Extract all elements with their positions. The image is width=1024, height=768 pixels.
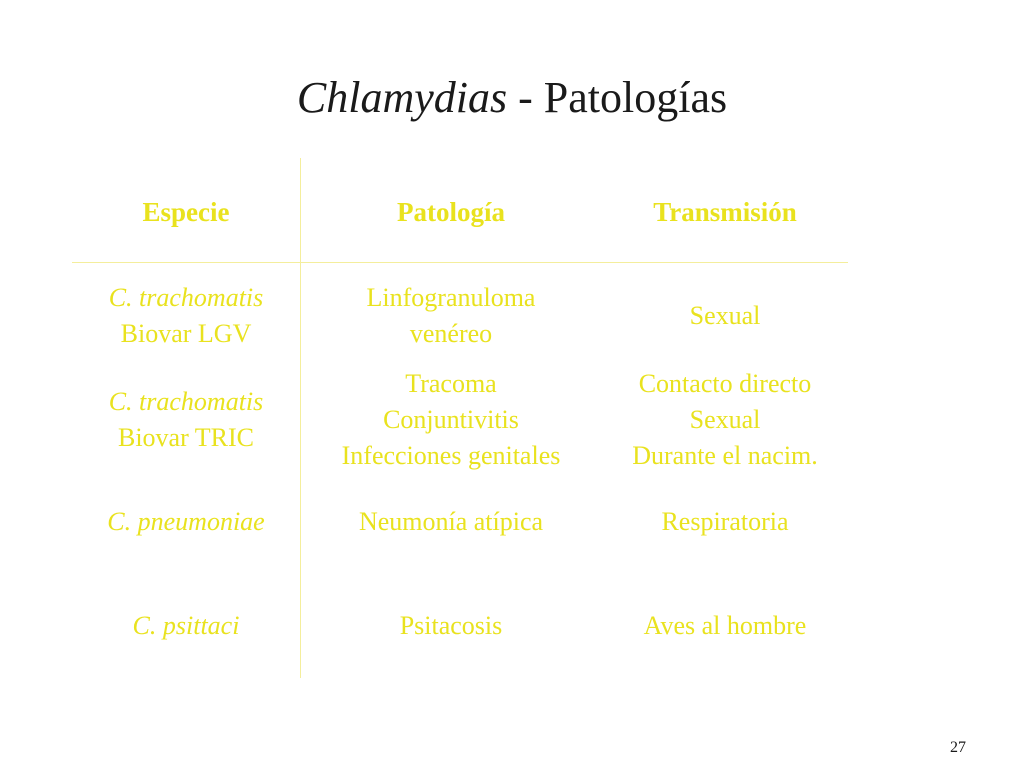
- header-transmision: Transmisión: [653, 197, 797, 227]
- row2-transmision-line1: Contacto directo: [638, 369, 812, 398]
- row3-patologia: Neumonía atípica: [358, 507, 544, 536]
- header-especie: Especie: [142, 197, 230, 227]
- slide-title: [0, 70, 1024, 126]
- row2-patologia: [300, 366, 602, 474]
- row2-patologia-line1: Tracoma: [405, 369, 497, 398]
- row2-transmision-line3: Durante el nacim.: [632, 441, 818, 470]
- row4-especie: C. psittaci: [132, 611, 240, 640]
- title-italic: Chlamydias: [296, 73, 508, 122]
- row1-transmision: [602, 298, 848, 334]
- header-patologia: Patología: [397, 197, 505, 227]
- row2-especie-name: C. trachomatis: [108, 387, 264, 416]
- table-header-divider: [72, 262, 848, 263]
- row1-transmision-line1: Sexual: [689, 301, 761, 330]
- row1-patologia: [300, 280, 602, 352]
- row1-especie-name: C. trachomatis: [108, 283, 264, 312]
- title-rest: - Patologías: [507, 73, 728, 122]
- row1-patologia-line1: Linfogranuloma: [366, 283, 536, 312]
- row4-patologia: Psitacosis: [399, 611, 503, 640]
- row2-transmision-line2: Sexual: [689, 405, 761, 434]
- row1-especie: [72, 280, 300, 352]
- row1-especie-biovar: Biovar LGV: [120, 319, 252, 348]
- row2-patologia-line3: Infecciones genitales: [341, 441, 561, 470]
- row3-especie: C. pneumoniae: [107, 507, 265, 536]
- row2-patologia-line2: Conjuntivitis: [383, 405, 519, 434]
- row1-patologia-line2: venéreo: [409, 319, 493, 348]
- row2-especie: [72, 384, 300, 456]
- row2-especie-biovar: Biovar TRIC: [117, 423, 255, 452]
- row2-transmision: [602, 366, 848, 474]
- row4-transmision: Aves al hombre: [643, 611, 807, 640]
- page-number: 27: [950, 739, 966, 756]
- row3-transmision: Respiratoria: [661, 507, 789, 536]
